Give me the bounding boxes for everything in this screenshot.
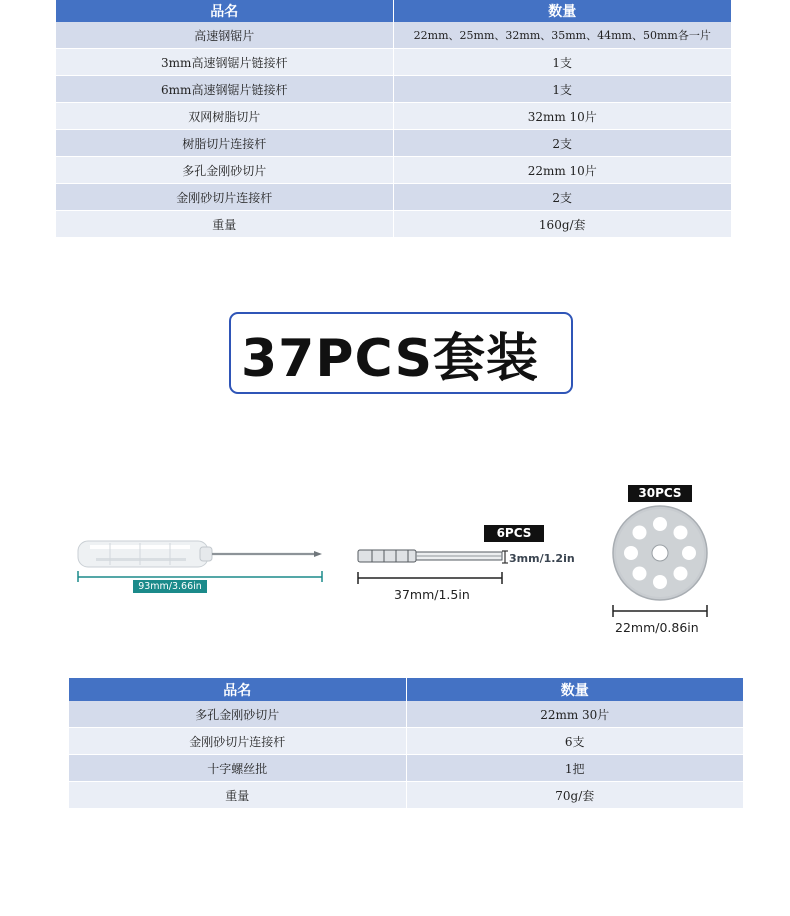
table-row — [69, 782, 743, 809]
cell-name: 多孔金刚砂切片 — [56, 157, 393, 184]
cell-quantity: 1支 — [393, 49, 731, 76]
header-name: 品名 — [69, 678, 406, 701]
cell-name: 多孔金刚砂切片 — [69, 701, 406, 728]
table-header-row — [69, 678, 743, 701]
disc-dimension: 22mm/0.86in — [615, 620, 699, 635]
cell-quantity: 32mm 10片 — [393, 103, 731, 130]
cell-quantity: 1支 — [393, 76, 731, 103]
cell-name: 金刚砂切片连接杆 — [69, 728, 406, 755]
cell-quantity: 22mm 30片 — [406, 701, 743, 728]
mandrel-icon — [358, 550, 508, 584]
cell-quantity: 22mm、25mm、32mm、35mm、44mm、50mm各一片 — [393, 22, 731, 49]
mandrel-shank-size: 3mm/1.2in — [509, 552, 575, 565]
mandrel-count-badge: 6PCS — [484, 525, 544, 542]
cell-name: 3mm高速钢锯片链接杆 — [56, 49, 393, 76]
spec-table-2 — [69, 678, 743, 809]
cell-quantity: 2支 — [393, 130, 731, 157]
cell-name: 双网树脂切片 — [56, 103, 393, 130]
disc-count-badge: 30PCS — [628, 485, 692, 502]
cell-quantity: 1把 — [406, 755, 743, 782]
table-row — [69, 728, 743, 755]
table-row — [69, 701, 743, 728]
cell-quantity: 70g/套 — [406, 782, 743, 809]
header-quantity: 数量 — [406, 678, 743, 701]
cell-name: 重量 — [56, 211, 393, 238]
diamond-disc-icon — [613, 506, 707, 617]
cell-quantity: 6支 — [406, 728, 743, 755]
cell-name: 树脂切片连接杆 — [56, 130, 393, 157]
cell-quantity: 22mm 10片 — [393, 157, 731, 184]
cell-name: 金刚砂切片连接杆 — [56, 184, 393, 211]
cell-quantity: 160g/套 — [393, 211, 731, 238]
screwdriver-dimension: 93mm/3.66in — [138, 581, 202, 592]
cell-name: 高速钢锯片 — [56, 22, 393, 49]
cell-name: 6mm高速钢锯片链接杆 — [56, 76, 393, 103]
mandrel-dimension: 37mm/1.5in — [394, 587, 470, 602]
cell-quantity: 2支 — [393, 184, 731, 211]
header-name: 品名 — [56, 0, 393, 22]
table-row — [69, 755, 743, 782]
cell-name: 十字螺丝批 — [69, 755, 406, 782]
cell-name: 重量 — [69, 782, 406, 809]
header-quantity: 数量 — [393, 0, 731, 22]
set-title: 37PCS套装 — [241, 328, 540, 389]
